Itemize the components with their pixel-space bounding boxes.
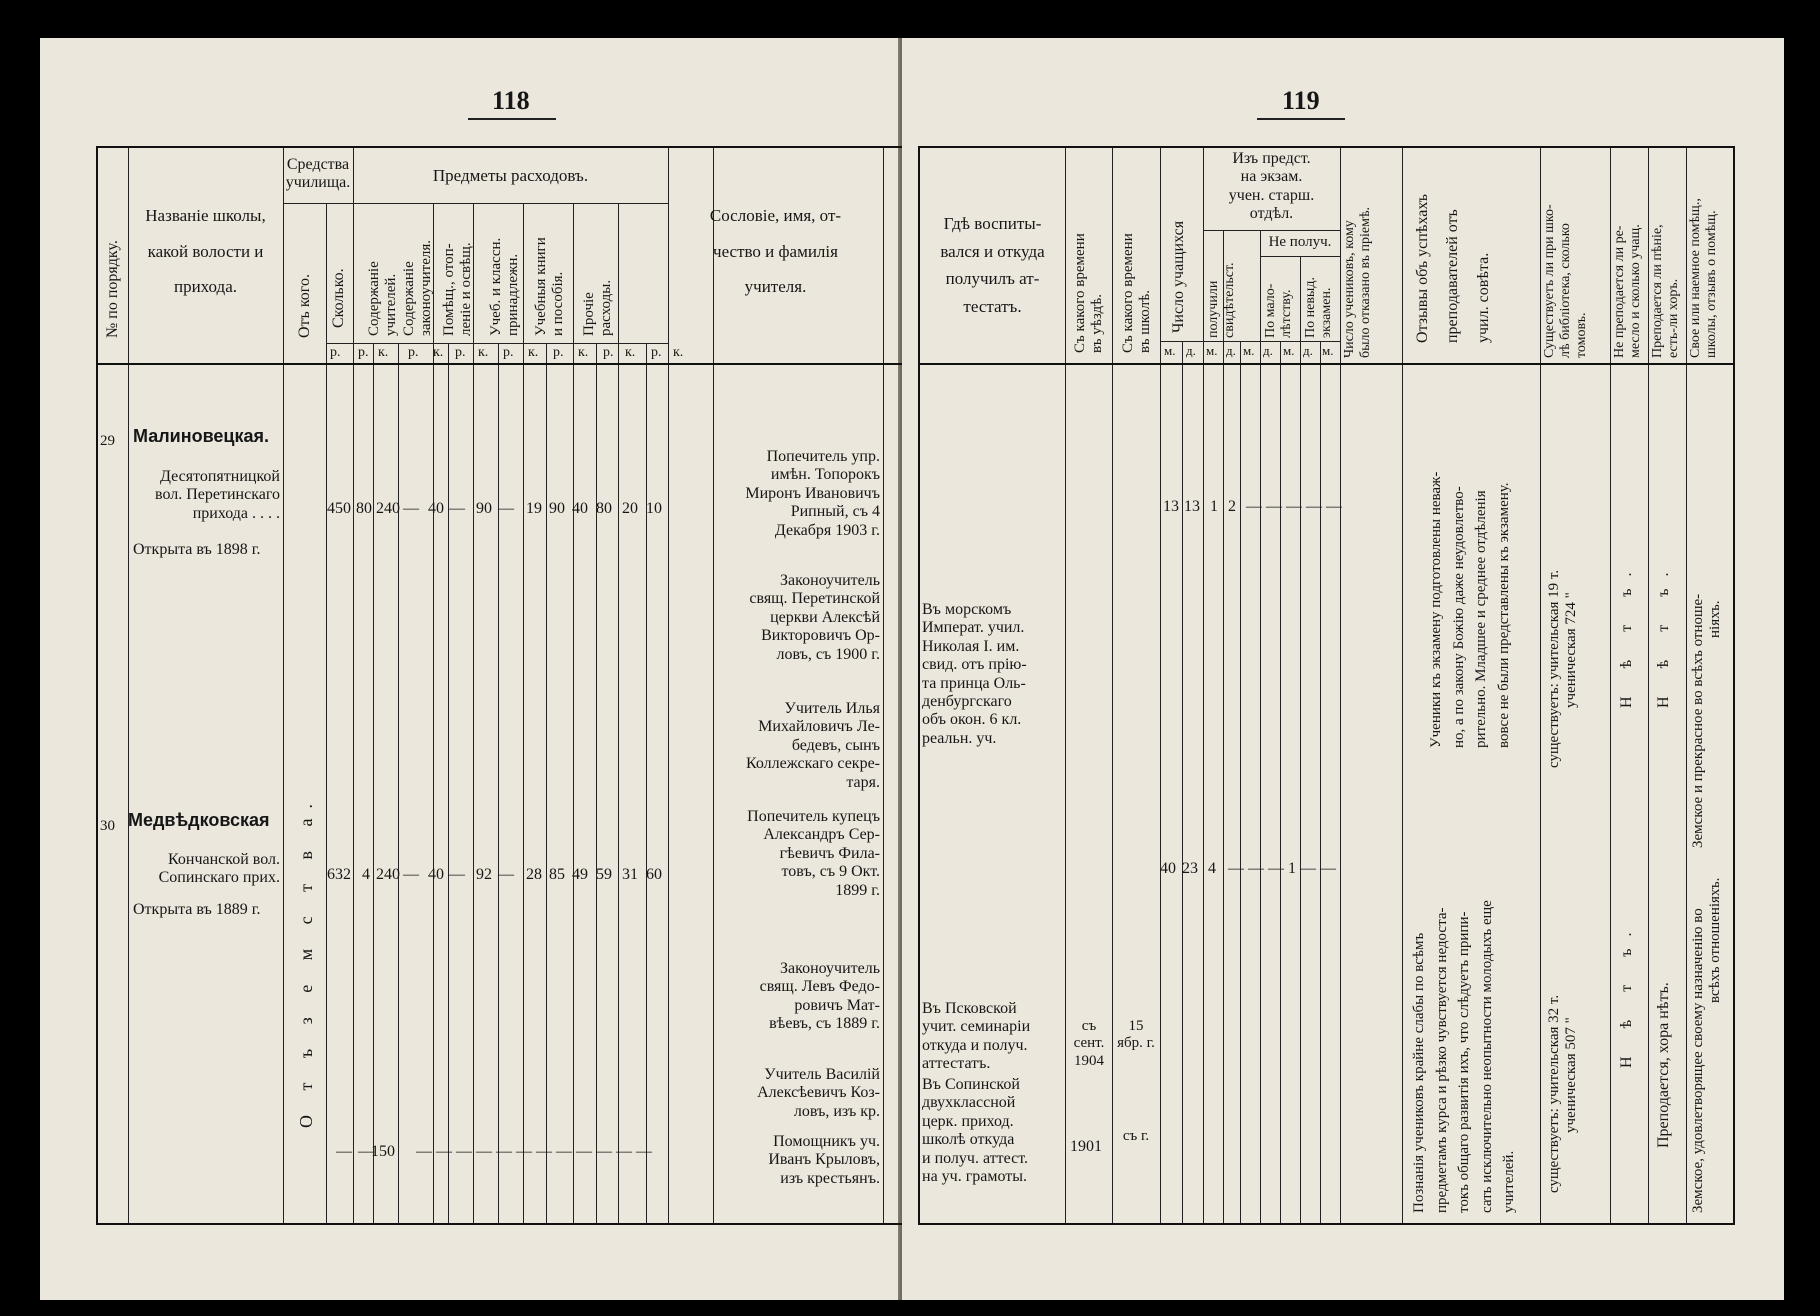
school-details: Кончанской вол. Сопинскаго прих.: [158, 851, 280, 887]
crafts-school-29: Н ѣ т ъ.: [1618, 560, 1635, 708]
unit-r: р.: [408, 345, 419, 360]
left-page: [40, 38, 898, 1300]
since-school: 15 ябр. г.: [1117, 1018, 1155, 1052]
staff-guardian: Попечитель упр. имѣн. Топорокъ Миронъ Ивановичъ Рипный, съ 4 Декабря 1903 г.: [745, 448, 880, 539]
library-school-29: существуетъ: учительская 19 т. ученическая 724 ": [1546, 569, 1580, 768]
unit-k: к.: [478, 345, 489, 360]
col-header-how-much: Сколько.: [330, 268, 347, 328]
staff-teacher: Учитель Илья Михайловичъ Ле- бедевъ, сынъ Коллежскаго секре- таря.: [746, 700, 880, 791]
unit-d: д.: [1263, 343, 1273, 358]
unit-m: м.: [1164, 343, 1176, 358]
unit-k: к.: [578, 345, 589, 360]
unit-r: р.: [553, 345, 564, 360]
school-name: Медвѣдковская: [128, 810, 270, 830]
library-school-30: существуетъ: учительская 32 т. ученическая 507 ": [1546, 994, 1580, 1193]
col-header-library: Существуетъ ли при шко- лѣ библіотека, сколько томовъ.: [1542, 204, 1590, 358]
premises-school-29: Земское и прекрасное во всѣхъ отноше- ніяхъ.: [1690, 593, 1724, 848]
staff-teacher: Учитель Василій Алексѣевичъ Коз- ловъ, изъ кр.: [757, 1066, 880, 1120]
col-header-not-received: Не получ.: [1268, 234, 1332, 250]
unit-k: к.: [673, 345, 684, 360]
unit-r: р.: [330, 345, 341, 360]
teacher-education: Въ Сопинской двухклассной церк. приход. школѣ откуда и получ. аттест. на уч. грамоты.: [922, 1076, 1029, 1185]
unit-k: к.: [625, 345, 636, 360]
unit-r: р.: [455, 345, 466, 360]
school-details: Десятопятницкой вол. Перетинскаго прихода . . . .: [155, 468, 280, 522]
unit-r: р.: [603, 345, 614, 360]
unit-r: р.: [503, 345, 514, 360]
unit-k: к.: [433, 345, 444, 360]
unit-m: м.: [1322, 343, 1334, 358]
school-table-left: № по порядку. Названіе школы, какой волости и прихода. Средства училища. Отъ кого. Сколько. Предметы расходовъ. Содержаніе учителей. Содержаніе законоучителя. Помѣщ., отоп- леніе и освѣщ. Учеб. и классн. принадлежн. Учебныя книги и пособія. Прочіе расходы. Сословіе, имя, от- чество и фамилія учителя. р. к. р. р. к. р. к. р. к. р. к. р. к. р. к. О т ъ з е м с т в а. 29 Малиновецкая. Десятопятницкой вол. Перетинскаго прихода . . . . Открыта въ 1898 г. 450 80 240 — 40 — 90 — 19 90 40 80 20 10 Попечитель упр. имѣн. Топорокъ Миронъ Ивановичъ Рипный, съ 4 Декабря 1903 г. Законоучитель свящ. Перетинской церкви Алексѣй Викторовичъ Ор- ловъ, съ 1900 г. Учитель Илья Михайловичъ Ле- бедевъ, сынъ Коллежскаго секре- таря. 30 Медвѣдковская Кончанской вол. Сопинскаго прих. Открыта въ 1889 г. 632 4 240 — 40 — 92 — 28 85 49 59 31 60 — — 150 — — — — — — — — — — — — Попечитель купецъ Александръ Сер- гѣевичъ Фила- товъ, съ 9 Окт. 1899 г. Законоучитель свящ. Левъ Федо- ровичъ Мат- вѣевъ, съ 1889 г. Учитель Василій Алексѣевичъ Коз- ловъ, изъ кр. Помощникъ уч. Иванъ Крыловъ, изъ крестьянъ.: [96, 146, 905, 1225]
col-header-crafts: Не преподается ли ре- месло и сколько учащ.: [1612, 224, 1644, 358]
crafts-school-30: Н ѣ т ъ.: [1618, 920, 1635, 1068]
source-vertical-label: О т ъ з е м с т в а.: [296, 793, 316, 1128]
col-header-minors: По мало- лѣтству.: [1263, 283, 1295, 338]
col-header-school: Названіе школы, какой волости и прихода.: [145, 206, 266, 297]
page-number-rule: [1257, 118, 1345, 120]
col-header-funds: Средства училища.: [285, 156, 351, 192]
unit-m: м.: [1243, 343, 1255, 358]
premises-school-30: Земское, удовлетворящее своему назначенію во всѣхъ отношеніяхъ.: [1690, 877, 1724, 1213]
col-header-number: № по порядку.: [104, 240, 121, 338]
col-header-reviews: Отзывы объ успѣхахъ преподавателей отъ учил. совѣта.: [1414, 193, 1492, 343]
review-text-school-30: Познанія учениковъ крайне слабы по всѣмъ предметамъ курса и рѣзко чувствуется недоста- токъ общаго развитія ихъ, что слѣдуетъ припи- сать исключительно неопытности молодыхъ еще учителей.: [1411, 900, 1517, 1213]
teacher-education: Въ Псковской учит. семинаріи откуда и получ. аттестатъ.: [922, 1000, 1031, 1073]
col-header-pupils: Число учащихся: [1170, 220, 1187, 333]
review-text-school-29: Ученики къ экзамену подготовлены неваж- но, а по закону Божію даже неудовлетво- рительно. Младшее и среднее отдѣленія вовсе не были представлены къ экзамену.: [1428, 471, 1512, 748]
col-header-from-whom: Отъ кого.: [296, 274, 313, 338]
since-district: 1901: [1070, 1138, 1102, 1155]
col-header-exam: Изъ предст. на экзам. учен. старш. отдѣл.: [1228, 150, 1315, 223]
school-table-right: Гдѣ воспиты- вался и откуда получилъ ат- тестатъ. Съ какого времени въ уѣздѣ. Съ какого времени въ школѣ. Число учащихся Изъ предст. на экзам. учен. старш. отдѣл. получили свидѣтельст. Не получ. По мало- лѣтству. По невыд. экзамен. Число учениковъ, кому было отказано въ пріемѣ. Отзывы объ успѣхахъ преподавателей отъ учил. совѣта. Существуетъ ли при шко- лѣ библіотека, сколько томовъ. Не преподается ли ре- месло и сколько учащ. Преподается ли пѣніе, есть-ли хоръ. Свое или наемное помѣщ., школы, отзывъ о помѣщ. м. д. м. д. м. д. м. д. м. 13 13 1 2 — — — — — Въ морскомъ Императ. учил. Николая I. им. свид. отъ прію- та принца Оль- денбургскаго объ окон. 6 кл. реальн. уч. 40 23 4 — — — 1 — — Въ Псковской учит. семинаріи откуда и получ. аттестатъ. съ сент. 1904 15 ябр. г. Въ Сопинской двухклассной церк. приход. школѣ откуда и получ. аттест. на уч. грамоты. 1901 съ г. Познанія учениковъ крайне слабы по всѣмъ предметамъ курса и рѣзко чувствуется недоста- токъ общаго развитія ихъ, что слѣдуетъ припи- сать исключительно неопытности молодыхъ еще учителей. Ученики къ экзамену подготовлены неваж- но, а по закону Божію даже неудовлетво- рительно. Младшее и среднее отдѣленія вовсе не были представлены къ экзамену. существуетъ: учительская 19 т. ученическая 724 " существуетъ: учительская 32 т. ученическая 507 " Н ѣ т ъ. Н ѣ т ъ. Н ѣ т ъ. Преподается, хора нѣтъ. Земское и прекрасное во всѣхъ отноше- ніяхъ. Земское, удовлетворящее своему назначенію во всѣхъ отношеніяхъ.: [918, 146, 1735, 1225]
since-school: съ г.: [1122, 1128, 1150, 1144]
col-header-refused: Число учениковъ, кому было отказано въ пріемѣ.: [1342, 206, 1374, 358]
col-header-teachers: Сословіе, имя, от- чество и фамилія учителя.: [709, 206, 842, 297]
unit-d: д.: [1186, 343, 1196, 358]
col-header-expenses: Предметы расходовъ.: [432, 166, 589, 185]
school-opened: Открыта въ 1889 г.: [133, 901, 261, 918]
singing-school-30: Преподается, хора нѣтъ.: [1655, 982, 1672, 1148]
staff-guardian: Попечитель купецъ Александръ Сер- гѣевичъ Фила- товъ, съ 9 Окт. 1899 г.: [747, 808, 880, 899]
col-header-salary-law: Содержаніе законоучителя.: [401, 240, 435, 336]
singing-school-29: Н ѣ т ъ.: [1655, 560, 1672, 708]
col-header-premises: Помѣщ., отоп- леніе и освѣщ.: [441, 242, 475, 336]
staff-assistant: Помощникъ уч. Иванъ Крыловъ, изъ крестьянъ.: [768, 1133, 880, 1187]
right-page: [902, 38, 1784, 1300]
page-number-rule: [468, 118, 556, 120]
unit-k: к.: [378, 345, 389, 360]
since-district: съ сент. 1904: [1073, 1018, 1105, 1069]
col-header-received: получили свидѣтельст.: [1206, 262, 1238, 338]
page-number: 118: [492, 86, 530, 115]
col-header-singing: Преподается ли пѣніе, есть-ли хоръ.: [1650, 224, 1682, 358]
school-opened: Открыта въ 1898 г.: [133, 541, 261, 558]
unit-k: к.: [528, 345, 539, 360]
col-header-absent: По невыд. экзамен.: [1303, 277, 1335, 338]
unit-m: м.: [1206, 343, 1218, 358]
unit-r: р.: [651, 345, 662, 360]
unit-r: р.: [358, 345, 369, 360]
col-header-since-district: Съ какого времени въ уѣздѣ.: [1072, 233, 1106, 353]
teacher-education: Въ морскомъ Императ. учил. Николая I. им. свид. отъ прію- та принца Оль- денбургскаго объ окон. 6 кл. реальн. уч.: [922, 601, 1027, 747]
col-header-supplies: Учеб. и классн. принадлежн.: [488, 237, 522, 336]
unit-m: м.: [1283, 343, 1295, 358]
row-number: 29: [100, 433, 115, 449]
col-header-educated: Гдѣ воспиты- вался и откуда получилъ ат- тестатъ.: [940, 214, 1045, 316]
col-header-premises: Свое или наемное помѣщ., школы, отзывъ о помѣщ.: [1688, 198, 1720, 358]
school-name: Малиновецкая.: [133, 426, 270, 446]
unit-d: д.: [1226, 343, 1236, 358]
staff-law-teacher: Законоучитель свящ. Перетинской церкви Алексѣй Викторовичъ Ор- ловъ, съ 1900 г.: [749, 572, 880, 663]
col-header-books: Учебныя книги и пособія.: [533, 237, 567, 336]
col-header-other: Прочіе расходы.: [581, 279, 615, 336]
unit-d: д.: [1303, 343, 1313, 358]
staff-law-teacher: Законоучитель свящ. Левъ Федо- ровичъ Мат- вѣевъ, съ 1889 г.: [759, 960, 880, 1033]
col-header-salary-teachers: Содержаніе учителей.: [366, 261, 400, 336]
page-number: 119: [1282, 86, 1320, 115]
row-number: 30: [100, 818, 115, 834]
col-header-since-school: Съ какого времени въ школѣ.: [1120, 233, 1154, 353]
